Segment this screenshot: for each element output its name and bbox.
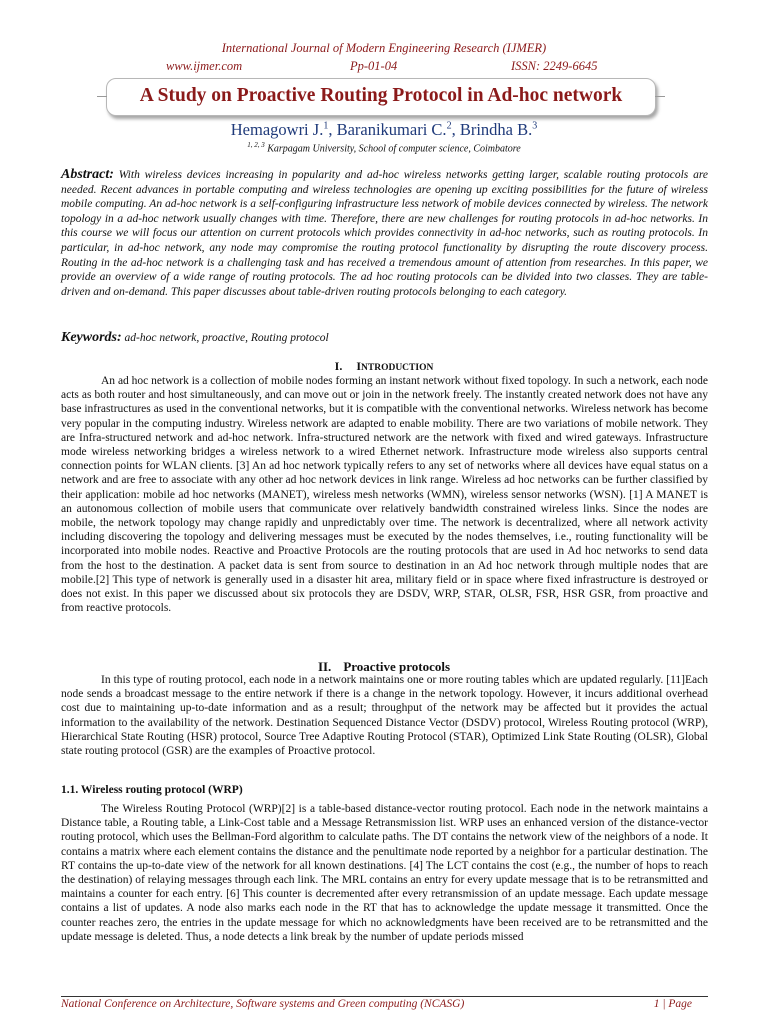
title-banner bbox=[106, 78, 656, 116]
abstract-text: With wireless devices increasing in popularity and ad-hoc wireless networks getting larger, scalable routing protocols are needed. Recent advances in portable computing and wireless technologies are opening up exciting possibilities for the future of wireless mobile computing. An ad-hoc network is a self-configuring infrastructure less network of mobile devices connected by wireless. The network topology in a ad-hoc network usually changes with time. Therefore, there are new challenges for routing protocols in ad-hoc networks. In this course we will focus our attention on current protocols which provides connectivity in ad-hoc networks, such as routing protocols. In particular, in ad-hoc network, any node may compromise the routing protocol functionality by disrupting the route discovery process. Routing in the ad-hoc network is a challenging task and has received a tremendous amount of attention from researches. In this paper, we provide an overview of a wide range of routing protocols. The ad hoc routing protocols can be divided into two classes. They are table-driven and on-demand. This paper discusses about table-driven routing protocols belonging to each category. bbox=[61, 169, 708, 298]
issn: ISSN: 2249-6645 bbox=[511, 59, 598, 73]
affiliation bbox=[0, 141, 768, 154]
author-separator: , bbox=[451, 120, 460, 139]
section-number: II. bbox=[317, 659, 332, 674]
author-name: Brindha B. bbox=[459, 120, 533, 139]
affiliation-text: Karpagam University, School of computer science, Coimbatore bbox=[267, 143, 521, 155]
wrp-paragraph: The Wireless Routing Protocol (WRP)[2] is a table-based distance-vector routing protocol. Each node in the network maintains a Distance table, a Routing table, a Link-Cost table and a Message Retransmission list. WRP uses an enhanced version of the distance-vector routing protocol, which uses the Bellman-Ford algorithm to calculate paths. The DT contains the network view of the neighbors of a node. It contains a matrix where each element contains the distance and the penultimate node reported by a neighbor for a particular destination. The RT contains the up-to-date view of the network for all known destinations. [4] The LCT contains the cost (e.g., the number of hops to reach the destination) of relaying messages through each link. The MRL contains an entry for every update message that is to be retransmitted and maintains a counter for each entry. [6] This counter is decremented after every retransmission of an update message. Each update message contains a list of updates. A node also marks each node in the RT that has to acknowledge the update message it transmitted. Once the counter reaches zero, the entries in the update message for which no acknowledgments have been received are to be retransmitted and the update message is deleted. Thus, a node detects a link break by the number of update periods missed bbox=[61, 803, 708, 943]
keywords-text: ad-hoc network, proactive, Routing protocol bbox=[124, 332, 329, 344]
author-separator: , bbox=[328, 120, 337, 139]
author-list bbox=[0, 120, 768, 140]
subsection-heading-wrp: 1.1. Wireless routing protocol (WRP) bbox=[61, 784, 243, 796]
keywords bbox=[61, 330, 329, 346]
section-title: Proactive protocols bbox=[343, 659, 451, 674]
author-superscript: 1 bbox=[323, 120, 329, 132]
author-name: Hemagowri J. bbox=[230, 120, 324, 139]
abstract-label: Abstract: bbox=[61, 167, 114, 182]
section-title-initial: I bbox=[356, 359, 362, 373]
section-heading-introduction bbox=[0, 359, 768, 374]
keywords-label: Keywords: bbox=[61, 330, 122, 345]
footer-page-number: 1 | Page bbox=[653, 998, 692, 1010]
proactive-paragraph: In this type of routing protocol, each node in a network maintains one or more routing tables which are updated regularly. [11]Each node sends a broadcast message to the entire network if there is a change in the network topology. However, it incurs additional overhead cost due to maintaining up-to-date information and as a result; throughput of the network may be affected but it provides the actual information to the availability of the network. Destination Sequenced Distance Vector (DSDV) protocol, Wireless Routing protocol (WRP), Hierarchical State Routing (HSR) protocol, Source Tree Adaptive Routing Protocol (STAR), Optimized Link State Routing (OLSR), Global state routing protocol (GSR) are the examples of Proactive protocol. bbox=[61, 674, 708, 758]
journal-name: International Journal of Modern Engineering Research (IJMER) bbox=[221, 41, 547, 55]
section-number: I. bbox=[334, 359, 343, 373]
paper-title: A Study on Proactive Routing Protocol in Ad-hoc network bbox=[139, 85, 623, 106]
journal-website[interactable]: www.ijmer.com bbox=[166, 59, 243, 73]
section-title-rest: NTRODUCTION bbox=[361, 363, 434, 373]
author-superscript: 3 bbox=[532, 120, 538, 132]
footer-divider bbox=[61, 996, 708, 997]
footer-conference: National Conference on Architecture, Software systems and Green computing (NCASG) bbox=[61, 998, 465, 1010]
affiliation-superscript: 1, 2, 3 bbox=[247, 141, 265, 149]
page-range: Pp-01-04 bbox=[350, 59, 398, 73]
author-superscript: 2 bbox=[446, 120, 452, 132]
author-name: Baranikumari C. bbox=[336, 120, 447, 139]
abstract bbox=[61, 168, 708, 299]
introduction-paragraph: An ad hoc network is a collection of mobile nodes forming an instant network without fixed topology. In such a network, each node acts as both router and host simultaneously, and can move out or join in the network freely. The instantly created network does not have any base infrastructures as used in the conventional networks, but it is compatible with the conventional networks. Wireless network has become very popular in the computing industry. Wireless network are adapted to enable mobility. There are two variations of mobile network. They are Infra-structured network and ad-hoc network. Infra-structured network are the network with fixed and wired gateways. Infrastructure mode wireless networking bridges a wireless network to a wired Ethernet network. Infrastructure mode wireless also supports central connection points for WLAN clients. [3] An ad hoc network typically refers to any set of networks where all devices have equal status on a network and are free to associate with any other ad hoc network devices in link range. Wireless ad hoc networks can be further classified by their application: mobile ad hoc networks (MANET), wireless mesh networks (WMN), wireless sensor networks (WSN). [1] A MANET is an autonomous collection of mobile users that communicate over relatively bandwidth constrained wireless links. Since the nodes are mobile, the network topology may change rapidly and unpredictably over time. The network is decentralized, where all network activity including discovering the topology and delivering messages must be executed by the nodes themselves, i.e., routing functionality will be incorporated into mobile nodes. Reactive and Proactive Protocols are the routing protocols that are used in Ad hoc networks to send data from the host to the destination. A packet data is sent from source to destination in an Ad hoc network through multiple nodes that are mobile.[2] This type of network is generally used in a disaster hit area, military field or in space where fixed infrastructure is destroyed or does not exist. In this paper we discussed about six protocols they are DSDV, WRP, STAR, OLSR, FSR, HSR GSR, from proactive and from reactive protocols. bbox=[61, 375, 708, 615]
